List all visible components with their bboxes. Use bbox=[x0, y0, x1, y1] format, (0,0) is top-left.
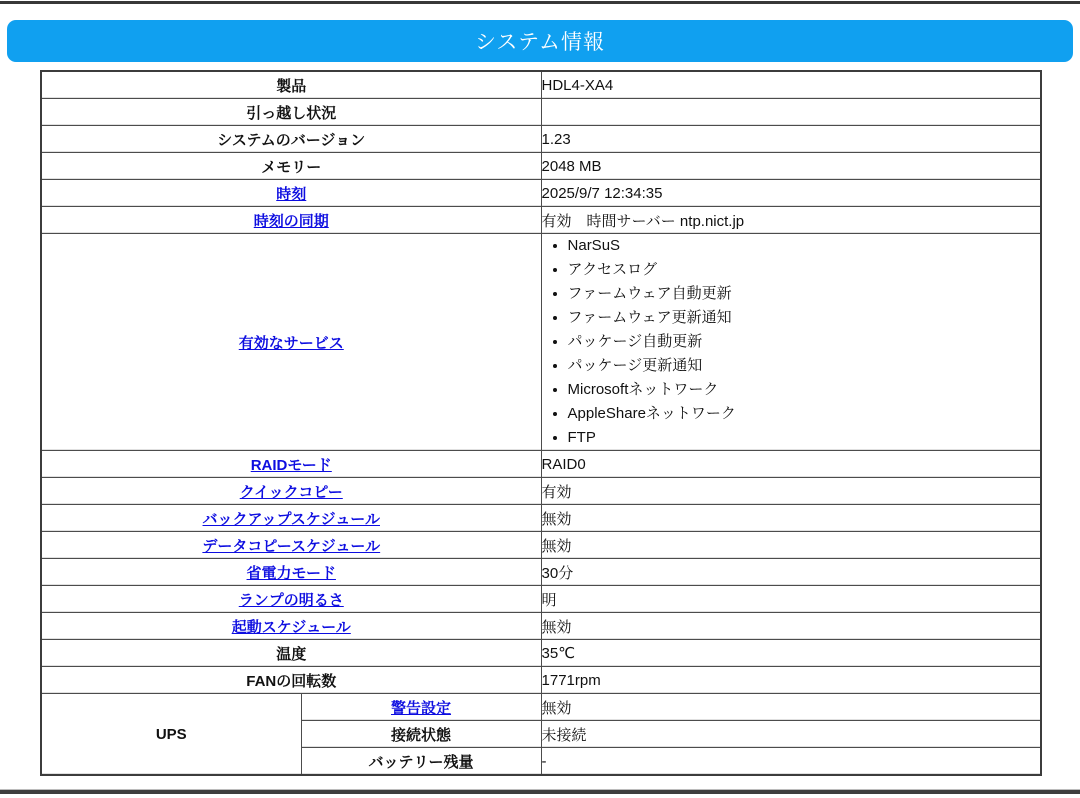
row-value: 明 bbox=[541, 591, 557, 609]
value-cell bbox=[541, 721, 1041, 748]
value-cell bbox=[541, 559, 1041, 586]
table-row bbox=[41, 613, 1041, 640]
label-cell bbox=[41, 451, 541, 478]
label-cell bbox=[41, 207, 541, 234]
table-row bbox=[41, 153, 1041, 180]
system-info-rows bbox=[41, 71, 1041, 775]
table-row bbox=[41, 180, 1041, 207]
row-value: - bbox=[541, 752, 547, 770]
label-cell bbox=[41, 586, 541, 613]
row-label-link[interactable]: 起動スケジュール bbox=[231, 618, 351, 636]
row-value: 1771rpm bbox=[541, 671, 601, 689]
row-label-link[interactable]: 省電力モード bbox=[246, 564, 336, 582]
value-cell bbox=[541, 640, 1041, 667]
row-label-link[interactable]: クイックコピー bbox=[239, 483, 343, 501]
row-value: 2048 MB bbox=[541, 157, 602, 175]
value-cell bbox=[541, 748, 1041, 776]
row-value: 有効 時間サーバー ntp.nict.jp bbox=[541, 212, 745, 230]
value-cell bbox=[541, 667, 1041, 694]
row-label-link[interactable]: ランプの明るさ bbox=[238, 591, 344, 609]
ups-group-cell bbox=[41, 694, 301, 776]
label-cell bbox=[41, 153, 541, 180]
value-cell bbox=[541, 505, 1041, 532]
service-item: • ファームウェア自動更新 bbox=[568, 282, 1041, 306]
value-cell bbox=[541, 71, 1041, 99]
table-row bbox=[41, 234, 1041, 451]
table-row bbox=[41, 559, 1041, 586]
row-label-link[interactable]: 時刻の同期 bbox=[253, 212, 329, 230]
label-cell bbox=[41, 505, 541, 532]
value-cell bbox=[541, 586, 1041, 613]
table-row bbox=[41, 532, 1041, 559]
row-value: 無効 bbox=[541, 510, 572, 528]
row-label: メモリー bbox=[261, 158, 322, 176]
row-label-link[interactable]: RAIDモード bbox=[250, 456, 332, 474]
value-cell bbox=[541, 532, 1041, 559]
row-label-link[interactable]: 時刻 bbox=[276, 185, 307, 203]
value-cell bbox=[541, 180, 1041, 207]
row-label-link[interactable]: バックアップスケジュール bbox=[202, 510, 380, 528]
row-value: 35℃ bbox=[541, 645, 576, 662]
label-cell bbox=[41, 180, 541, 207]
row-label: 温度 bbox=[276, 645, 307, 663]
row-value: 無効 bbox=[541, 699, 572, 717]
value-cell bbox=[541, 207, 1041, 234]
row-value: RAID0 bbox=[541, 455, 586, 473]
table-row bbox=[41, 207, 1041, 234]
table-row bbox=[41, 451, 1041, 478]
table-row bbox=[41, 586, 1041, 613]
value-cell bbox=[541, 99, 1041, 126]
label-cell bbox=[301, 748, 541, 776]
row-value: 2025/9/7 12:34:35 bbox=[541, 184, 663, 202]
label-cell bbox=[41, 667, 541, 694]
service-item: • パッケージ自動更新 bbox=[568, 330, 1041, 354]
row-label-link[interactable]: 警告設定 bbox=[391, 699, 452, 717]
top-divider bbox=[0, 1, 1080, 4]
value-cell bbox=[541, 126, 1041, 153]
value-cell bbox=[541, 153, 1041, 180]
row-label: 製品 bbox=[276, 77, 307, 95]
table-row bbox=[41, 667, 1041, 694]
service-item: • NarSuS bbox=[568, 234, 1041, 258]
value-cell bbox=[541, 234, 1041, 451]
row-value: 30分 bbox=[541, 564, 574, 582]
label-cell bbox=[41, 640, 541, 667]
row-label: システムのバージョン bbox=[217, 131, 366, 149]
label-cell bbox=[301, 694, 541, 721]
service-item: • Microsoftネットワーク bbox=[568, 378, 1041, 402]
table-row bbox=[41, 640, 1041, 667]
value-cell bbox=[541, 613, 1041, 640]
label-cell bbox=[41, 478, 541, 505]
label-cell bbox=[41, 234, 541, 451]
value-cell bbox=[541, 694, 1041, 721]
table-row bbox=[41, 99, 1041, 126]
row-label-link[interactable]: 有効なサービス bbox=[238, 334, 344, 352]
page-title: システム情報 bbox=[475, 31, 605, 54]
bottom-divider bbox=[0, 789, 1080, 794]
row-value: 有効 bbox=[541, 483, 572, 501]
row-label: 接続状態 bbox=[391, 726, 452, 744]
row-value: HDL4-XA4 bbox=[541, 76, 614, 94]
service-item: • パッケージ更新通知 bbox=[568, 354, 1041, 378]
service-item: • AppleShareネットワーク bbox=[568, 402, 1041, 426]
table-row bbox=[41, 478, 1041, 505]
table-row bbox=[41, 71, 1041, 99]
value-cell bbox=[541, 451, 1041, 478]
system-info-table bbox=[40, 70, 1042, 776]
value-cell bbox=[541, 478, 1041, 505]
label-cell bbox=[41, 71, 541, 99]
table-row bbox=[41, 126, 1041, 153]
page-header bbox=[7, 20, 1073, 62]
service-item: • アクセスログ bbox=[568, 258, 1041, 282]
row-value: 1.23 bbox=[541, 130, 571, 148]
ups-group-label: UPS bbox=[155, 725, 187, 743]
label-cell bbox=[301, 721, 541, 748]
row-value: 無効 bbox=[541, 618, 572, 636]
row-label: FANの回転数 bbox=[246, 672, 337, 690]
row-value: 未接続 bbox=[541, 726, 587, 744]
label-cell bbox=[41, 532, 541, 559]
label-cell bbox=[41, 126, 541, 153]
row-label: バッテリー残量 bbox=[368, 753, 474, 771]
row-label: 引っ越し状況 bbox=[246, 104, 337, 122]
service-item: • FTP bbox=[568, 426, 1041, 450]
label-cell bbox=[41, 613, 541, 640]
row-label-link[interactable]: データコピースケジュール bbox=[202, 537, 381, 555]
table-row bbox=[41, 694, 1041, 721]
service-item: • ファームウェア更新通知 bbox=[568, 306, 1041, 330]
label-cell bbox=[41, 559, 541, 586]
services-list bbox=[542, 234, 1041, 450]
table-row bbox=[41, 505, 1041, 532]
label-cell bbox=[41, 99, 541, 126]
row-value: 無効 bbox=[541, 537, 572, 555]
